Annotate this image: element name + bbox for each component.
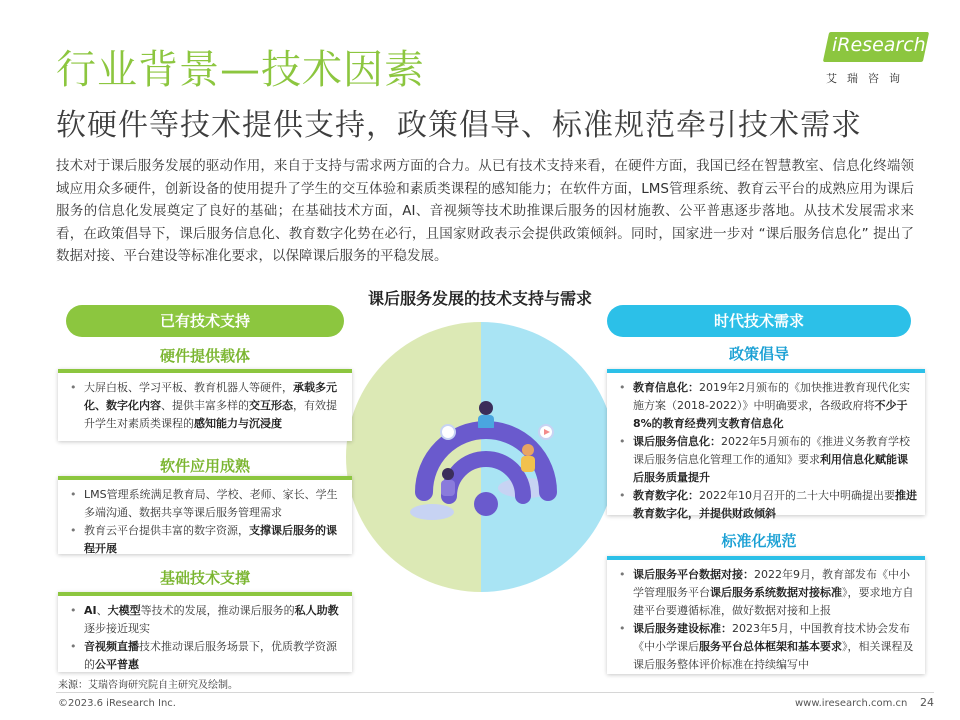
person-body: [521, 456, 535, 472]
bullet-text: 逐步接近现实: [84, 622, 150, 635]
policy-box: [607, 369, 925, 520]
intro-paragraph: 技术对于课后服务发展的驱动作用，来自于支持与需求两方面的合力。从已有技术支持来看，在硬件方面，我国已经在智慧教室、信息化终端领域应用众多硬件，创新设备的使用提升了学生的交互体验和素质类课程的感知能力；在软件方面，LMS管理系统、教育云平台的成熟应用为课后服务的信息化发展奠定了良好的基础；在基础技术方面，AI、音视频等技术助推课后服务的因材施教、公平普惠逐步落地。从技术发展需求来看，在政策倡导下，课后服务信息化、教育数字化势在必行，且国家财政表示会提供政策倾斜。同时，国家进一步对 “课后服务信息化” 提出了数据对接、平台建设等标准化要求，以保障课后服务的平稳发展。: [56, 158, 914, 264]
pill-era-demand: 时代技术需求: [607, 305, 911, 337]
person-head: [479, 401, 493, 415]
section-title-basic-tech: 基础技术支撑: [159, 569, 250, 587]
bullet-highlight-text: 私人助教: [294, 604, 339, 617]
bullet-highlight-text: 音视频直播: [84, 640, 139, 653]
logo-text: iResearch: [832, 34, 926, 56]
bullet-highlight-text: AI: [84, 604, 97, 617]
policy-list: [617, 379, 917, 523]
bullet-text: 2023年5月，中国教育技术协会发布《中小学课后: [633, 622, 910, 653]
bullet-text: 、提供丰富多样的: [161, 399, 249, 412]
bullet-highlight-text: 感知能力与沉浸度: [194, 417, 282, 430]
software-box: [58, 476, 352, 554]
bullet-item: [68, 602, 344, 638]
person-body: [441, 480, 455, 496]
bullet-highlight-text: 课后服务信息化：: [633, 435, 721, 448]
person-head: [442, 468, 454, 480]
bullet-text: 2022年10月召开的二十大中明确提出要: [699, 489, 895, 502]
bullet-highlight-text: 课后服务平台数据对接：: [633, 568, 754, 581]
page-title: 行业背景—技术因素: [56, 47, 425, 93]
bullet-item: [68, 486, 344, 522]
bullet-highlight-text: 公平普惠: [95, 658, 139, 671]
software-list: [68, 486, 344, 558]
bullet-text: 技术推动课后服务场景下，优质教学资源的: [84, 640, 337, 671]
bullet-highlight-text: 承载多元化、数字化内容: [84, 381, 337, 412]
bullet-item: [68, 379, 344, 433]
bullet-text: 等技术的发展，推动课后服务的: [140, 604, 295, 617]
bullet-item: [617, 379, 917, 433]
iresearch-logo: [812, 32, 932, 84]
bullet-item: [617, 620, 917, 674]
footer-divider: [56, 692, 934, 693]
wifi-illustration: [404, 392, 574, 542]
bullet-text: ，有效提升学生对素质类课程的: [84, 399, 337, 430]
bullet-item: [617, 566, 917, 620]
bullet-text: LMS管理系统满足教育局、学校、老师、家长、学生多端沟通、数据共享等课后服务管理需求: [84, 488, 338, 519]
bullet-highlight-text: 支撑课后服务的课程开展: [84, 524, 337, 555]
bullet-text: 2019年2月颁布的《加快推进教育现代化实施方案（2018-2022）》中明确要求，各级政府将: [633, 381, 910, 412]
hardware-list: [68, 379, 344, 433]
cloud-shape: [410, 504, 454, 520]
section-title-software: 软件应用成熟: [159, 457, 250, 475]
diagram-title: 课后服务发展的技术支持与需求: [367, 289, 592, 308]
basic-tech-box: [58, 592, 352, 672]
standard-box: [607, 556, 925, 674]
bullet-highlight-text: 推进教育数字化，并提供财政倾斜: [633, 489, 917, 520]
bullet-highlight-text: 利用信息化赋能课后服务质量提升: [633, 453, 908, 484]
section-title-standard: 标准化规范: [721, 532, 797, 550]
wifi-dot: [474, 492, 498, 516]
page-number: 24: [920, 696, 934, 709]
bullet-text: 》，相关课程及课后服务整体评价标准在持续编写中: [633, 640, 914, 671]
bullet-text: 2022年9月，教育部发布《中小学管理服务平台: [633, 568, 910, 599]
logo-cn-text: 艾瑞咨询: [826, 72, 910, 85]
bullet-highlight-text: 大模型: [107, 604, 141, 617]
bullet-item: [617, 433, 917, 487]
person-head: [522, 444, 534, 456]
bullet-highlight-text: 交互形态: [249, 399, 293, 412]
page-subtitle: 软硬件等技术提供支持，政策倡导、标准规范牵引技术需求: [56, 108, 862, 143]
pill-existing-support: 已有技术支持: [66, 305, 344, 337]
bullet-text: 2022年5月颁布的《推进义务教育学校课后服务信息化管理工作的通知》要求: [633, 435, 910, 466]
bullet-highlight-text: 课后服务建设标准：: [633, 622, 732, 635]
bullet-text: 教育云平台提供丰富的数字资源，: [84, 524, 249, 537]
bullet-highlight-text: 课后服务系统数据对接标准: [710, 586, 842, 599]
section-title-policy: 政策倡导: [728, 345, 789, 363]
bullet-highlight-text: 教育信息化：: [633, 381, 699, 394]
hardware-box: [58, 369, 352, 441]
bullet-text: 大屏白板、学习平板、教育机器人等硬件，: [84, 381, 293, 394]
bullet-item: [68, 522, 344, 558]
bullet-text: 》，要求地方自建平台要遵循标准，做好数据对接和上报: [633, 586, 914, 617]
chat-bubble-icon: [441, 425, 455, 439]
source-note: 来源：艾瑞咨询研究院自主研究及绘制。: [58, 680, 238, 691]
bullet-highlight-text: 服务平台总体框架和基本要求: [699, 640, 842, 653]
copyright-text: ©2023.6 iResearch Inc.: [58, 698, 176, 709]
bullet-item: [68, 638, 344, 674]
website-link[interactable]: www.iresearch.com.cn: [795, 698, 908, 709]
bullet-highlight-text: 教育数字化：: [633, 489, 699, 502]
bullet-text: 、: [96, 604, 108, 617]
basic-tech-list: [68, 602, 344, 674]
standard-list: [617, 566, 917, 674]
laptop-icon: [474, 428, 498, 432]
bullet-highlight-text: 不少于8%的教育经费列支教育信息化: [633, 399, 908, 430]
section-title-hardware: 硬件提供载体: [159, 347, 250, 365]
bullet-item: [617, 487, 917, 523]
